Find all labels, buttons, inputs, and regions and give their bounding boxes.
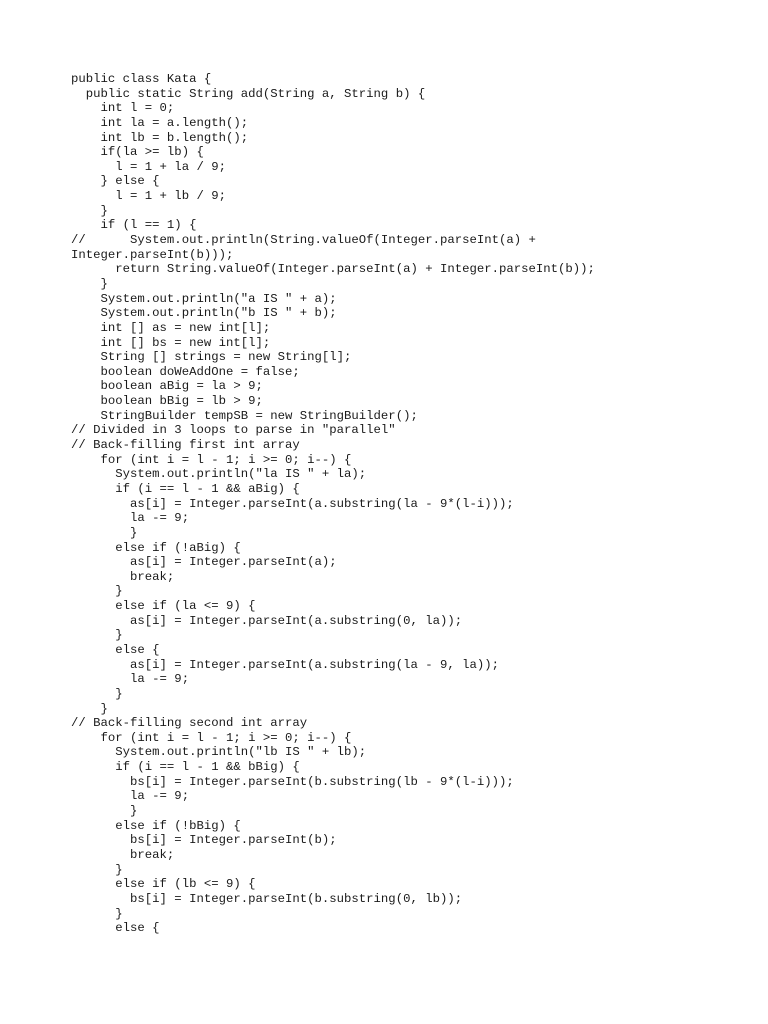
- code-line: bs[i] = Integer.parseInt(b.substring(0, lb));: [71, 891, 463, 906]
- code-line: l = 1 + la / 9;: [71, 159, 226, 174]
- code-line: // System.out.println(String.valueOf(Integer.parseInt(a) +: [71, 233, 536, 248]
- code-line: break;: [71, 569, 175, 584]
- code-line: as[i] = Integer.parseInt(a.substring(la - 9*(l-i)));: [71, 496, 514, 511]
- code-line: // Back-filling first int array: [71, 438, 300, 453]
- code-line: System.out.println("a IS " + a);: [71, 291, 337, 306]
- code-line: } else {: [71, 174, 160, 189]
- code-line: System.out.println("lb IS " + lb);: [71, 745, 367, 760]
- code-line: }: [71, 628, 123, 643]
- code-line: if(la >= lb) {: [71, 145, 204, 160]
- code-line: }: [71, 525, 138, 540]
- code-line: else {: [71, 921, 160, 936]
- code-line: // Back-filling second int array: [71, 716, 308, 731]
- code-line: boolean doWeAddOne = false;: [71, 364, 300, 379]
- code-line: if (l == 1) {: [71, 218, 197, 233]
- code-line: as[i] = Integer.parseInt(a);: [71, 555, 337, 570]
- code-line: }: [71, 203, 108, 218]
- code-line: int [] bs = new int[l];: [71, 335, 271, 350]
- code-line: boolean aBig = la > 9;: [71, 379, 263, 394]
- code-line: public static String add(String a, String b) {: [71, 86, 426, 101]
- code-line: else if (!aBig) {: [71, 540, 241, 555]
- code-line: boolean bBig = lb > 9;: [71, 394, 263, 409]
- code-line: }: [71, 276, 108, 291]
- code-line: else if (!bBig) {: [71, 818, 241, 833]
- code-line: // Divided in 3 loops to parse in "parallel": [71, 423, 396, 438]
- code-line: System.out.println("b IS " + b);: [71, 306, 337, 321]
- code-line: bs[i] = Integer.parseInt(b);: [71, 833, 337, 848]
- code-line: }: [71, 701, 108, 716]
- code-line: Integer.parseInt(b)));: [71, 247, 234, 262]
- code-line: int lb = b.length();: [71, 130, 249, 145]
- code-line: }: [71, 686, 123, 701]
- code-line: if (i == l - 1 && bBig) {: [71, 760, 300, 775]
- code-line: }: [71, 862, 123, 877]
- code-line: public class Kata {: [71, 72, 212, 86]
- code-line: la -= 9;: [71, 672, 190, 687]
- code-line: la -= 9;: [71, 511, 190, 526]
- code-line: StringBuilder tempSB = new StringBuilder();: [71, 408, 418, 423]
- code-line: bs[i] = Integer.parseInt(b.substring(lb - 9*(l-i)));: [71, 774, 514, 789]
- code-line: }: [71, 906, 123, 921]
- code-line: System.out.println("la IS " + la);: [71, 467, 367, 482]
- code-line: as[i] = Integer.parseInt(a.substring(la - 9, la));: [71, 657, 500, 672]
- code-line: for (int i = l - 1; i >= 0; i--) {: [71, 452, 352, 467]
- code-line: }: [71, 584, 123, 599]
- code-line: if (i == l - 1 && aBig) {: [71, 481, 300, 496]
- code-line: for (int i = l - 1; i >= 0; i--) {: [71, 730, 352, 745]
- code-line: }: [71, 804, 138, 819]
- code-line: else if (lb <= 9) {: [71, 877, 256, 892]
- code-line: int l = 0;: [71, 101, 175, 116]
- code-line: int [] as = new int[l];: [71, 320, 271, 335]
- code-line: else if (la <= 9) {: [71, 599, 256, 614]
- code-line: String [] strings = new String[l];: [71, 350, 352, 365]
- code-listing: [71, 72, 595, 936]
- code-line: la -= 9;: [71, 789, 190, 804]
- code-line: return String.valueOf(Integer.parseInt(a) + Integer.parseInt(b));: [71, 262, 595, 277]
- code-line: break;: [71, 847, 175, 862]
- code-line: else {: [71, 642, 160, 657]
- code-line: l = 1 + lb / 9;: [71, 189, 226, 204]
- code-line: int la = a.length();: [71, 115, 249, 130]
- code-line: as[i] = Integer.parseInt(a.substring(0, la));: [71, 613, 463, 628]
